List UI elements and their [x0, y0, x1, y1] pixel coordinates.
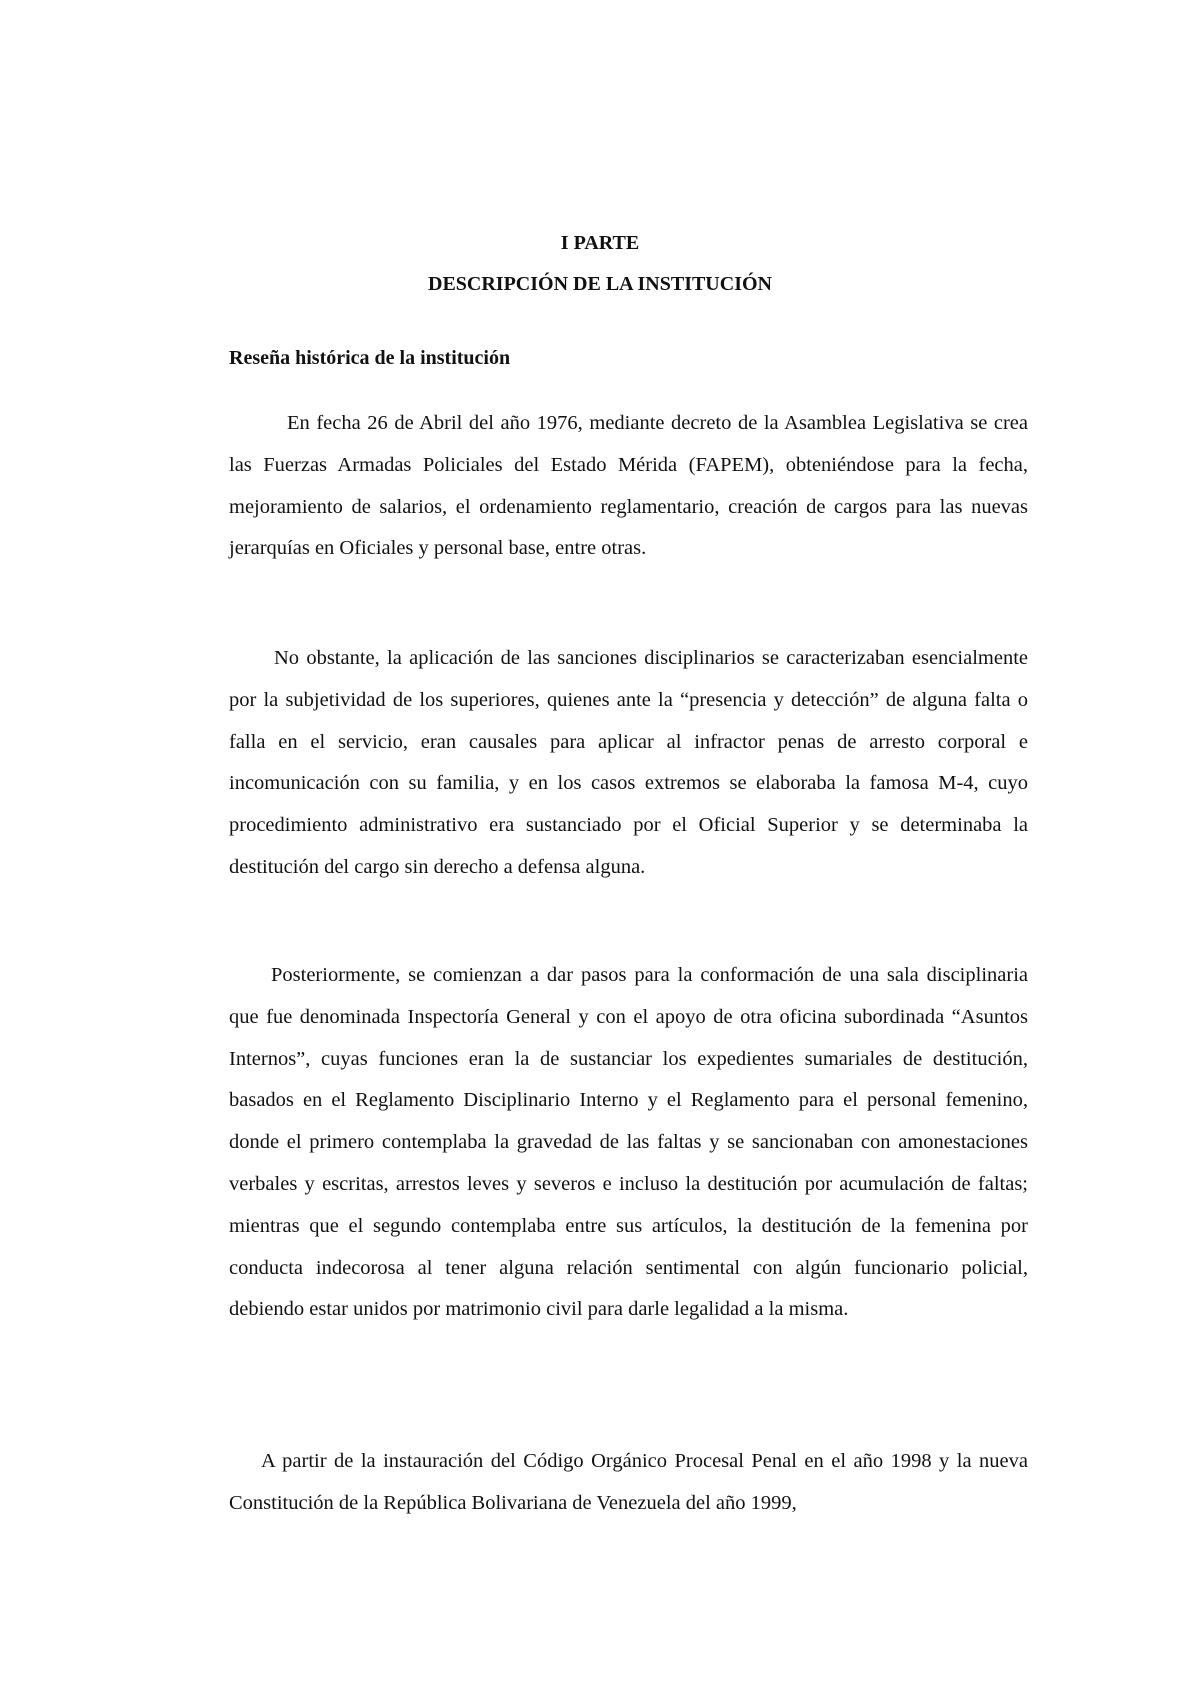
subheading: Reseña histórica de la institución: [229, 347, 511, 369]
paragraph-3: Posteriormente, se comienzan a dar pasos para la conformación de una sala disciplinaria que fue denominada Inspectoría General y con el apoyo de otra oficina subordinada “Asuntos Internos”, cuyas funciones eran la de sustanciar los expedientes sumariales de destitución, basados en el Reglamento Disciplinario Interno y el Reglamento para el personal femenino, donde el primero contemplaba la gravedad de las faltas y se sancionaban con amonestaciones verbales y escritas, arrestos leves y severos e incluso la destitución por acumulación de faltas; mientras que el segundo contemplaba entre sus artículos, la destitución de la femenina por conducta indecorosa al tener alguna relación sentimental con algún funcionario policial, debiendo estar unidos por matrimonio civil para darle legalidad a la misma.: [229, 964, 1028, 1321]
paragraph-2: No obstante, la aplicación de las sanciones disciplinarios se caracterizaban esencialmente por la subjetividad de los superiores, quienes ante la “presencia y detección” de alguna falta o falla en el servicio, eran causales para aplicar al infractor penas de arresto corporal e incomunicación con su familia, y en los casos extremos se elaboraba la famosa M-4, cuyo procedimiento administrativo era sustanciado por el Oficial Superior y se determinaba la destitución del cargo sin derecho a defensa alguna.: [229, 647, 1028, 878]
section-title: DESCRIPCIÓN DE LA INSTITUCIÓN: [428, 273, 772, 295]
part-title: I PARTE: [560, 232, 640, 254]
paragraph-4: A partir de la instauración del Código Orgánico Procesal Penal en el año 1998 y la nueva Constitución de la República Bolivariana de Venezuela del año 1999,: [229, 1450, 1028, 1514]
paragraph-1: En fecha 26 de Abril del año 1976, mediante decreto de la Asamblea Legislativa se crea las Fuerzas Armadas Policiales del Estado Mérida (FAPEM), obteniéndose para la fecha, mejoramiento de salarios, el ordenamiento reglamentario, creación de cargos para las nuevas jerarquías en Oficiales y personal base, entre otras.: [229, 412, 1028, 560]
